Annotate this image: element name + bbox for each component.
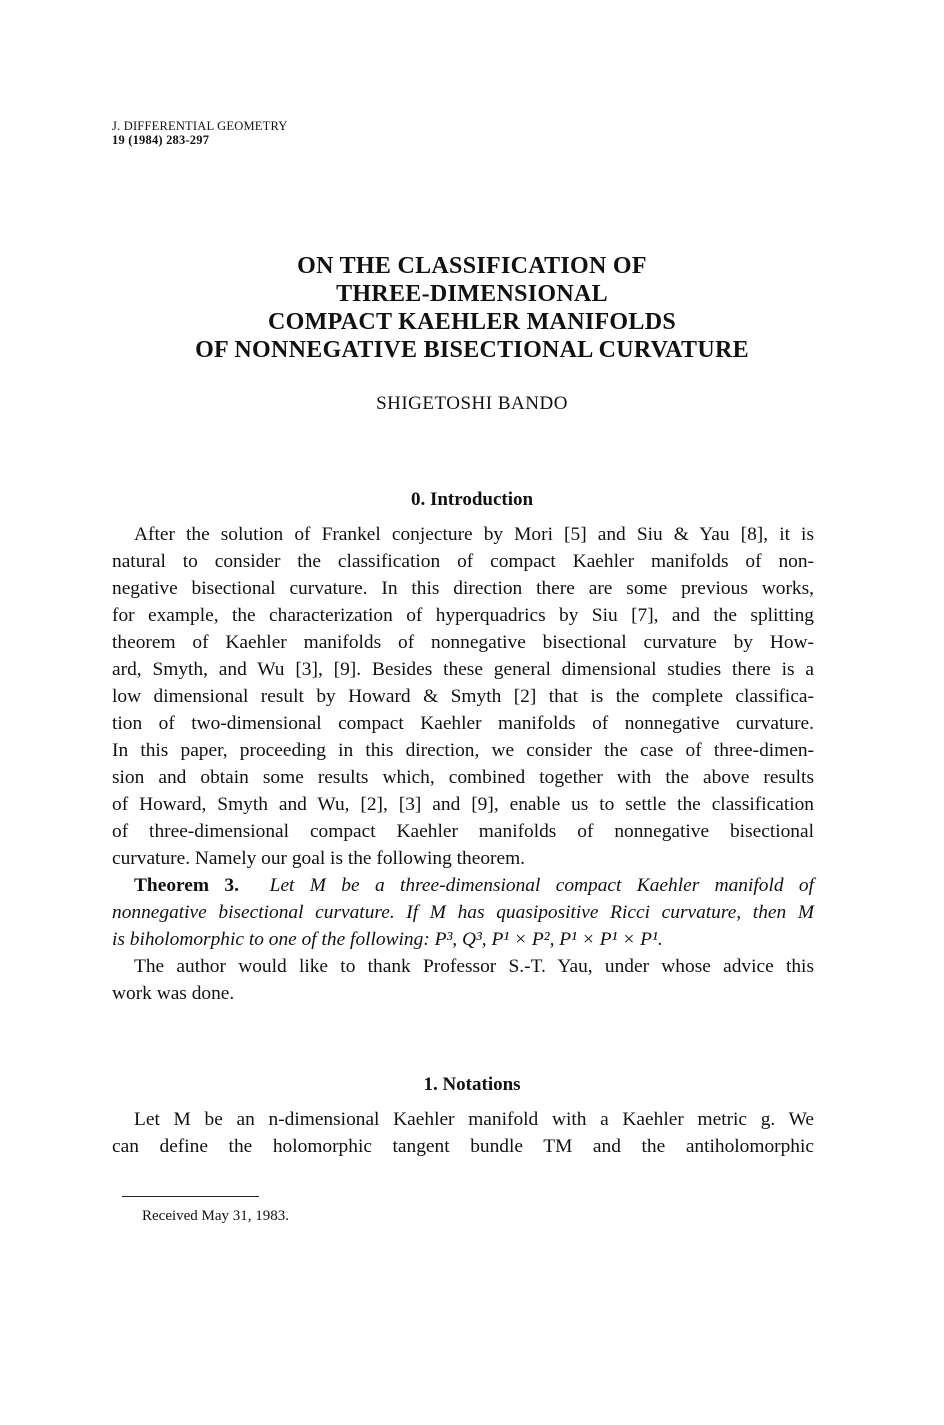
section-heading-introduction: 0. Introduction [410, 489, 534, 510]
paper-title [0, 252, 944, 364]
text-line: theorem of Kaehler manifolds of nonnegative bisectional curvature by How- [112, 632, 814, 653]
section-heading-notations: 1. Notations [423, 1074, 521, 1095]
theorem-text: is biholomorphic to one of the following: P³, Q³, P¹ × P², P¹ × P¹ × P¹. [112, 929, 663, 950]
title-line: THREE-DIMENSIONAL [336, 281, 608, 307]
author-name: SHIGETOSHI BANDO [376, 393, 568, 414]
journal-volume: 19 (1984) 283-297 [112, 133, 210, 147]
footnote-divider [122, 1196, 259, 1197]
title-line: ON THE CLASSIFICATION OF [297, 253, 647, 279]
text-line: of three-dimensional compact Kaehler manifolds of nonnegative bisectional [112, 821, 814, 842]
text-line: ard, Smyth, and Wu [3], [9]. Besides these general dimensional studies there is a [112, 659, 814, 680]
title-line: OF NONNEGATIVE BISECTIONAL CURVATURE [195, 337, 749, 363]
text-line: In this paper, proceeding in this direction, we consider the case of three-dimen- [112, 740, 814, 761]
theorem-line [112, 872, 814, 899]
text-line: natural to consider the classification of compact Kaehler manifolds of non- [112, 551, 814, 572]
notations-paragraph [112, 1106, 814, 1160]
text-line: of Howard, Smyth and Wu, [2], [3] and [9], enable us to settle the classification [112, 794, 814, 815]
text-line: Let M be an n-dimensional Kaehler manifold with a Kaehler metric g. We [134, 1109, 814, 1130]
introduction-paragraph [112, 521, 814, 872]
text-line: work was done. [112, 983, 235, 1004]
journal-header [112, 119, 288, 147]
text-line: negative bisectional curvature. In this direction there are some previous works, [112, 578, 814, 599]
title-line: COMPACT KAEHLER MANIFOLDS [268, 309, 676, 335]
text-line: tion of two-dimensional compact Kaehler manifolds of nonnegative curvature. [112, 713, 814, 734]
text-line: sion and obtain some results which, combined together with the above results [112, 767, 814, 788]
text-line: low dimensional result by Howard & Smyth [2] that is the complete classifica- [112, 686, 814, 707]
text-line: curvature. Namely our goal is the following theorem. [112, 848, 526, 869]
acknowledgement-paragraph [112, 953, 814, 1007]
theorem-3 [112, 872, 814, 953]
journal-name: J. DIFFERENTIAL GEOMETRY [112, 119, 288, 133]
theorem-text: nonnegative bisectional curvature. If M has quasipositive Ricci curvature, then M [112, 902, 814, 923]
text-line: for example, the characterization of hyperquadrics by Siu [7], and the splitting [112, 605, 814, 626]
text-line: can define the holomorphic tangent bundle TM and the antiholomorphic [112, 1136, 814, 1157]
theorem-label: Theorem 3. [134, 875, 239, 896]
text-line: After the solution of Frankel conjecture by Mori [5] and Siu & Yau [8], it is [134, 524, 814, 545]
theorem-text: Let M be a three-dimensional compact Kaehler manifold of [269, 875, 814, 896]
received-date-footnote: Received May 31, 1983. [142, 1208, 290, 1224]
text-line: The author would like to thank Professor S.-T. Yau, under whose advice this [134, 956, 814, 977]
